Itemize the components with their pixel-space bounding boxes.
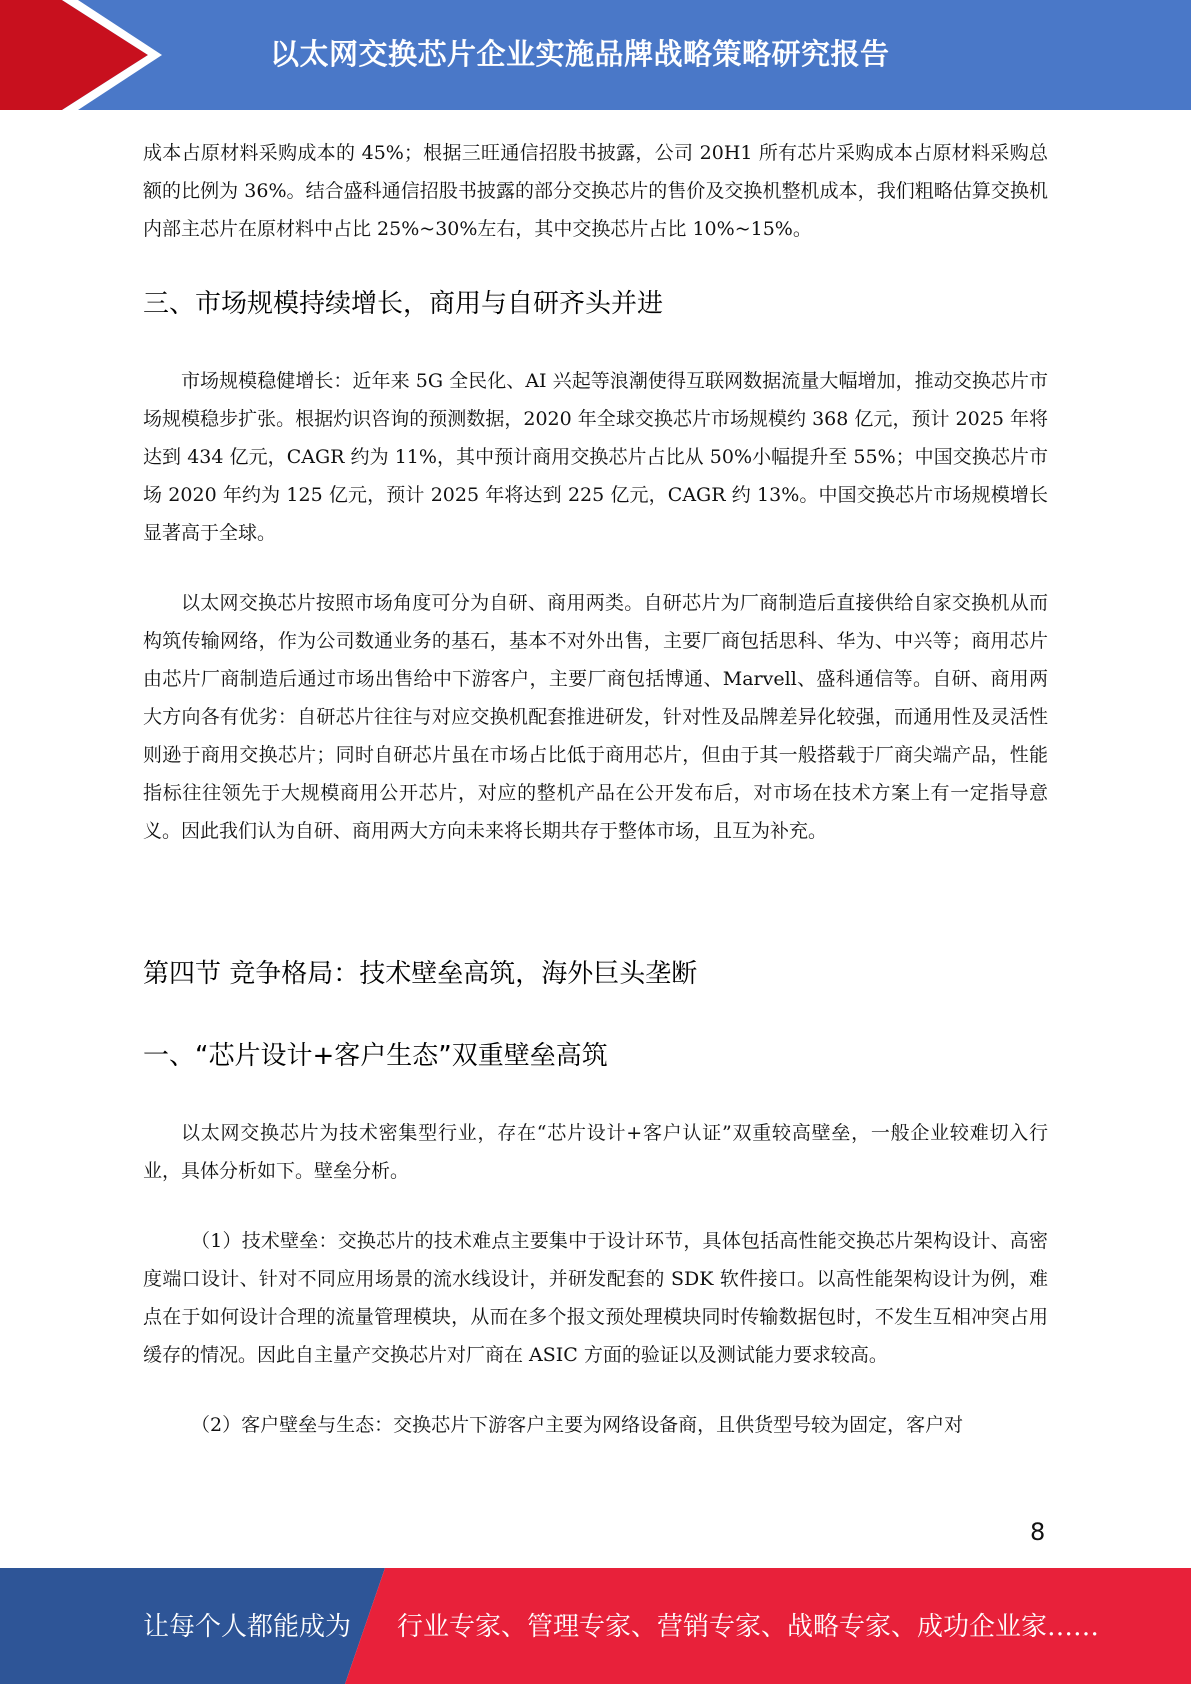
paragraph-cost: 成本占原材料采购成本的 45%；根据三旺通信招股书披露，公司 20H1 所有芯片采购成本占原材料采购总额的比例为 36%。结合盛科通信招股书披露的部分交换芯片的售价及交换机整机成本，我们粗略估算交换机内部主芯片在原材料中占比 25%~30%左右，其中交换芯片占比 10%~15%。	[143, 142, 1048, 240]
heading-market-growth: 三、市场规模持续增长，商用与自研齐头并进	[143, 289, 664, 319]
paragraph-market-size: 市场规模稳健增长：近年来 5G 全民化、AI 兴起等浪潮使得互联网数据流量大幅增加，推动交换芯片市场规模稳步扩张。根据灼识咨询的预测数据，2020 年全球交换芯片市场规模约 368 亿元，预计 2025 年将达到 434 亿元，CAGR 约为 11%，其中预计商用交换芯片占比从 50%小幅提升至 55%；中国交换芯片市场 2020 年约为 125 亿元，预计 2025 年将达到 225 亿元，CAGR 约 13%。中国交换芯片市场规模增长显著高于全球。	[143, 370, 1048, 544]
paragraph-customer-barrier: （2）客户壁垒与生态：交换芯片下游客户主要为网络设备商，且供货型号较为固定，客户对	[191, 1414, 964, 1436]
page-number: 8	[1030, 1518, 1046, 1546]
header-red-arrow	[0, 0, 148, 110]
footer-slogan-left: 让每个人都能成为	[143, 1612, 352, 1642]
document-body	[143, 134, 1048, 1444]
paragraph-self-vs-commercial: 以太网交换芯片按照市场角度可分为自研、商用两类。自研芯片为厂商制造后直接供给自家交换机从而构筑传输网络，作为公司数通业务的基石，基本不对外出售，主要厂商包括思科、华为、中兴等；商用芯片由芯片厂商制造后通过市场出售给中下游客户，主要厂商包括博通、Marvell、盛科通信等。自研、商用两大方向各有优劣：自研芯片往往与对应交换机配套推进研发，针对性及品牌差异化较强，而通用性及灵活性则逊于商用交换芯片；同时自研芯片虽在市场占比低于商用芯片，但由于其一般搭载于厂商尖端产品，性能指标往往领先于大规模商用公开芯片，对应的整机产品在公开发布后，对市场在技术方案上有一定指导意义。因此我们认为自研、商用两大方向未来将长期共存于整体市场，且互为补充。	[143, 592, 1048, 842]
report-title: 以太网交换芯片企业实施品牌战略策略研究报告	[270, 37, 890, 71]
heading-double-barrier: 一、“芯片设计+客户生态”双重壁垒高筑	[143, 1041, 608, 1071]
footer-slogan-right: 行业专家、管理专家、营销专家、战略专家、成功企业家……	[397, 1612, 1100, 1642]
paragraph-barrier-intro: 以太网交换芯片为技术密集型行业，存在“芯片设计+客户认证”双重较高壁垒，一般企业较难切入行业，具体分析如下。壁垒分析。	[143, 1122, 1048, 1182]
page-footer	[0, 1568, 1191, 1684]
heading-section-four: 第四节 竞争格局：技术壁垒高筑，海外巨头垄断	[143, 959, 698, 989]
page-header	[0, 0, 1191, 110]
paragraph-tech-barrier: （1）技术壁垒：交换芯片的技术难点主要集中于设计环节，具体包括高性能交换芯片架构设计、高密度端口设计、针对不同应用场景的流水线设计，并研发配套的 SDK 软件接口。以高性能架构设计为例，难点在于如何设计合理的流量管理模块，从而在多个报文预处理模块同时传输数据包时，不发生互相冲突占用缓存的情况。因此自主量产交换芯片对厂商在 ASIC 方面的验证以及测试能力要求较高。	[143, 1230, 1048, 1366]
